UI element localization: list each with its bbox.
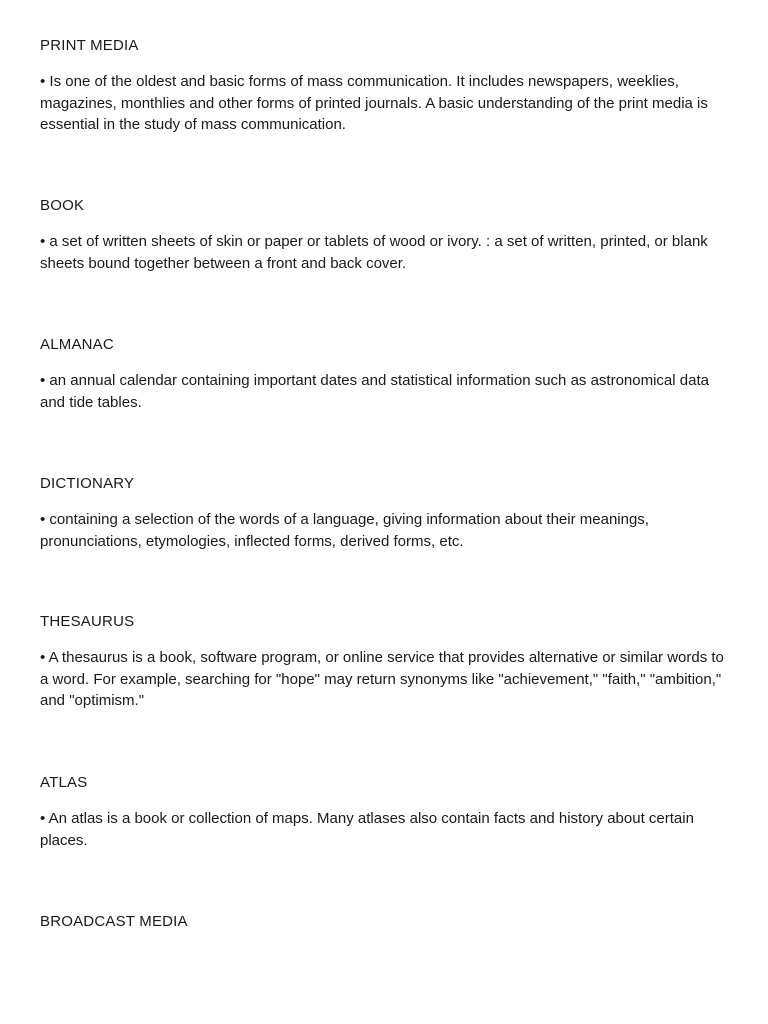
section-heading: ALMANAC — [40, 336, 114, 353]
section-body: • Is one of the oldest and basic forms of mass communication. It includes newspapers, weeklies, magazines, monthlies and other forms of printed journals. A basic understanding of the print media is essential in the study of mass communication. — [40, 73, 708, 133]
section-book — [40, 196, 730, 274]
section-body: • An atlas is a book or collection of maps. Many atlases also contain facts and history about certain places. — [40, 810, 694, 849]
section-broadcast-media — [40, 912, 730, 932]
section-body: • containing a selection of the words of a language, giving information about their meanings, pronunciations, etymologies, inflected forms, derived forms, etc. — [40, 511, 649, 550]
section-body: • an annual calendar containing important dates and statistical information such as astronomical data and tide tables. — [40, 372, 709, 411]
section-dictionary — [40, 474, 730, 552]
section-almanac — [40, 335, 730, 413]
section-print-media — [40, 36, 730, 136]
section-heading: PRINT MEDIA — [40, 37, 139, 54]
section-heading: THESAURUS — [40, 613, 135, 630]
section-body: • a set of written sheets of skin or paper or tablets of wood or ivory. : a set of written, printed, or blank sheets bound together between a front and back cover. — [40, 233, 708, 272]
section-thesaurus — [40, 612, 730, 712]
section-heading: DICTIONARY — [40, 475, 135, 492]
section-body: • A thesaurus is a book, software program, or online service that provides alternative or similar words to a word. For example, searching for "hope" may return synonyms like "achievement," "faith," "ambition," and "optimism." — [40, 649, 724, 709]
section-heading: BROADCAST MEDIA — [40, 913, 188, 930]
section-heading: BOOK — [40, 197, 85, 214]
section-heading: ATLAS — [40, 774, 88, 791]
section-atlas — [40, 773, 730, 851]
